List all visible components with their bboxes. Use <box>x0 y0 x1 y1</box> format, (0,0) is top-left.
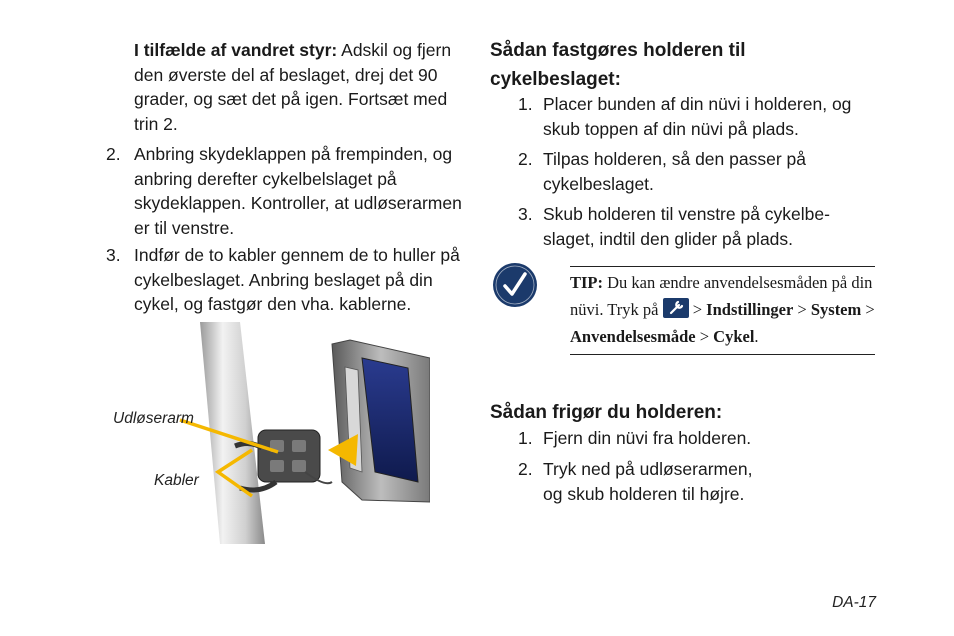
tip-box <box>570 266 875 355</box>
step-text: Tryk ned på udløserarmen, og skub holderen til højre. <box>543 459 753 504</box>
tip-menu-system: System <box>810 300 862 319</box>
step-number: 2. <box>518 459 533 479</box>
tip-end: . <box>754 327 759 346</box>
step-text: Fjern din nüvi fra holderen. <box>543 428 752 448</box>
step-number: 3. <box>518 204 533 224</box>
tip-label: TIP: <box>570 273 603 292</box>
tip-menu-usage-mode: Anvendelsesmåde <box>570 327 696 346</box>
release-holder-heading: Sådan frigør du holderen: <box>490 402 723 423</box>
step-number: 2. <box>518 149 533 169</box>
step-text: Placer bunden af din nüvi i holderen, og skub toppen af din nüvi på plads. <box>543 94 852 139</box>
wrench-icon <box>663 298 689 318</box>
note-heading: I tilfælde af vandret styr: <box>134 40 338 60</box>
nuvi-device <box>332 340 430 502</box>
horizontal-handlebar-note <box>134 38 469 136</box>
cables-label: Kabler <box>154 472 199 489</box>
tip-separator: > <box>688 300 707 319</box>
tip-text: Du kan ændre anvendelsesmåden på din nüvi. Tryk på <box>570 273 873 319</box>
step-number: 1. <box>518 94 533 114</box>
step-number: 3. <box>106 245 121 265</box>
tip-separator: > <box>793 300 811 319</box>
step-text: Tilpas holderen, så den passer på cykelbeslaget. <box>543 149 806 194</box>
attach-holder-heading: Sådan fastgøres holderen til cykelbeslaget: <box>490 40 746 90</box>
step-text: Skub holderen til venstre på cykelbe-slaget, indtil den glider på plads. <box>543 204 830 249</box>
handlebar-tube <box>200 322 265 544</box>
bike-mount-figure <box>100 322 430 544</box>
tip-menu-bicycle: Cykel <box>713 327 755 346</box>
tip-menu-settings: Indstillinger <box>706 300 794 319</box>
step-number: 2. <box>106 144 121 164</box>
step-text: Indfør de to kabler gennem de to huller på cykelbeslaget. Anbring beslaget på din cykel, og fastgør den vha. kablerne. <box>134 245 460 314</box>
bike-mount-illustration <box>100 322 430 544</box>
step-text: Anbring skydeklappen på frempinden, og anbring derefter cykelbelslaget på skydeklappen. Kontroller, at udløserarmen er til venstre. <box>134 144 462 238</box>
tip-separator: > <box>695 327 714 346</box>
note-body: Adskil og fjern den øverste del af beslaget, drej det 90 grader, og sæt det på igen. Fortsæt med trin 2. <box>134 40 452 134</box>
page-number: DA-17 <box>832 594 876 611</box>
step-number: 1. <box>518 428 533 448</box>
tip-separator: > <box>861 300 875 319</box>
release-arm-label: Udløserarm <box>113 410 194 427</box>
tip-note-icon <box>492 262 538 308</box>
